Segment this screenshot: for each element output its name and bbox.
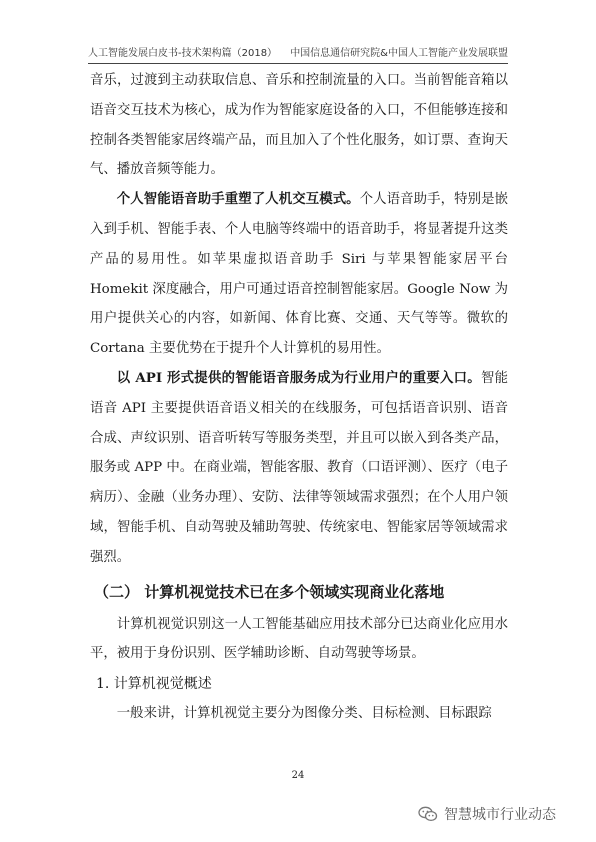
paragraph-voice-api-lead: 以 API 形式提供的智能语音服务成为行业用户的重要入口。 [116, 369, 481, 386]
page-header [88, 44, 508, 64]
paragraph-voice-api-body: 智能语音 API 主要提供语音语义相关的在线服务，可包括语音识别、语音合成、声纹识别、语音听转写等服务类型，并且可以嵌入到各类产品，服务或 APP 中。在商业端，智能客服、教育（口语评测）、医疗（电子病历）、金融（业务办理）、安防、法律等领域需求强烈；在个人用户领域，智能手机、自动驾驶及辅助驾驶、传统家电、智能家居等领域需求强烈。 [90, 370, 509, 565]
paragraph-computer-vision-intro: 计算机视觉识别这一人工智能基础应用技术部分已达商业化应用水平，被用于身份识别、医学辅助诊断、自动驾驶等场景。 [90, 616, 508, 662]
paragraph-cv-overview: 一般来讲，计算机视觉主要分为图像分类、目标检测、目标跟踪 [116, 706, 492, 722]
page-content [90, 66, 508, 729]
header-left-title: 人工智能发展白皮书-技术架构篇（2018） [88, 48, 278, 59]
paragraph-voice-assistant [90, 185, 508, 364]
subsection-heading-cv-overview: 1. 计算机视觉概述 [96, 676, 212, 693]
watermark [418, 804, 556, 824]
paragraph-voice-assistant-body: 个人语音助手，特别是嵌入到手机、智能手表、个人电脑等终端中的语音助手，将显著提升这类产品的易用性。如苹果虚拟语音助手 Siri 与苹果智能家居平台 Homekit 深度融合，用户可通过语音控制智能家居。Google Now 为用户提供关心的内容，如新闻、体育比赛、交通、天气等等。微软的 Cortana 主要优势在于提升个人计算机的易用性。 [90, 192, 509, 357]
paragraph-voice-assistant-lead: 个人智能语音助手重塑了人机交互模式。 [116, 191, 360, 208]
page-number: 24 [291, 770, 305, 781]
section-heading-computer-vision: （二） 计算机视觉技术已在多个领域实现商业化落地 [94, 582, 445, 601]
paragraph-voice-api [90, 364, 508, 573]
paragraph-smart-speaker: 音乐，过渡到主动获取信息、音乐和控制流量的入口。当前智能音箱以语音交互技术为核心，成为作为智能家庭设备的入口，不但能够连接和控制各类智能家居终端产品，而且加入了个性化服务，如订票、查询天气、播放音频等能力。 [90, 73, 508, 178]
header-right-org: 中国信息通信研究院&中国人工智能产业发展联盟 [290, 48, 508, 59]
watermark-text: 智慧城市行业动态 [444, 807, 556, 823]
wechat-icon [418, 806, 438, 822]
